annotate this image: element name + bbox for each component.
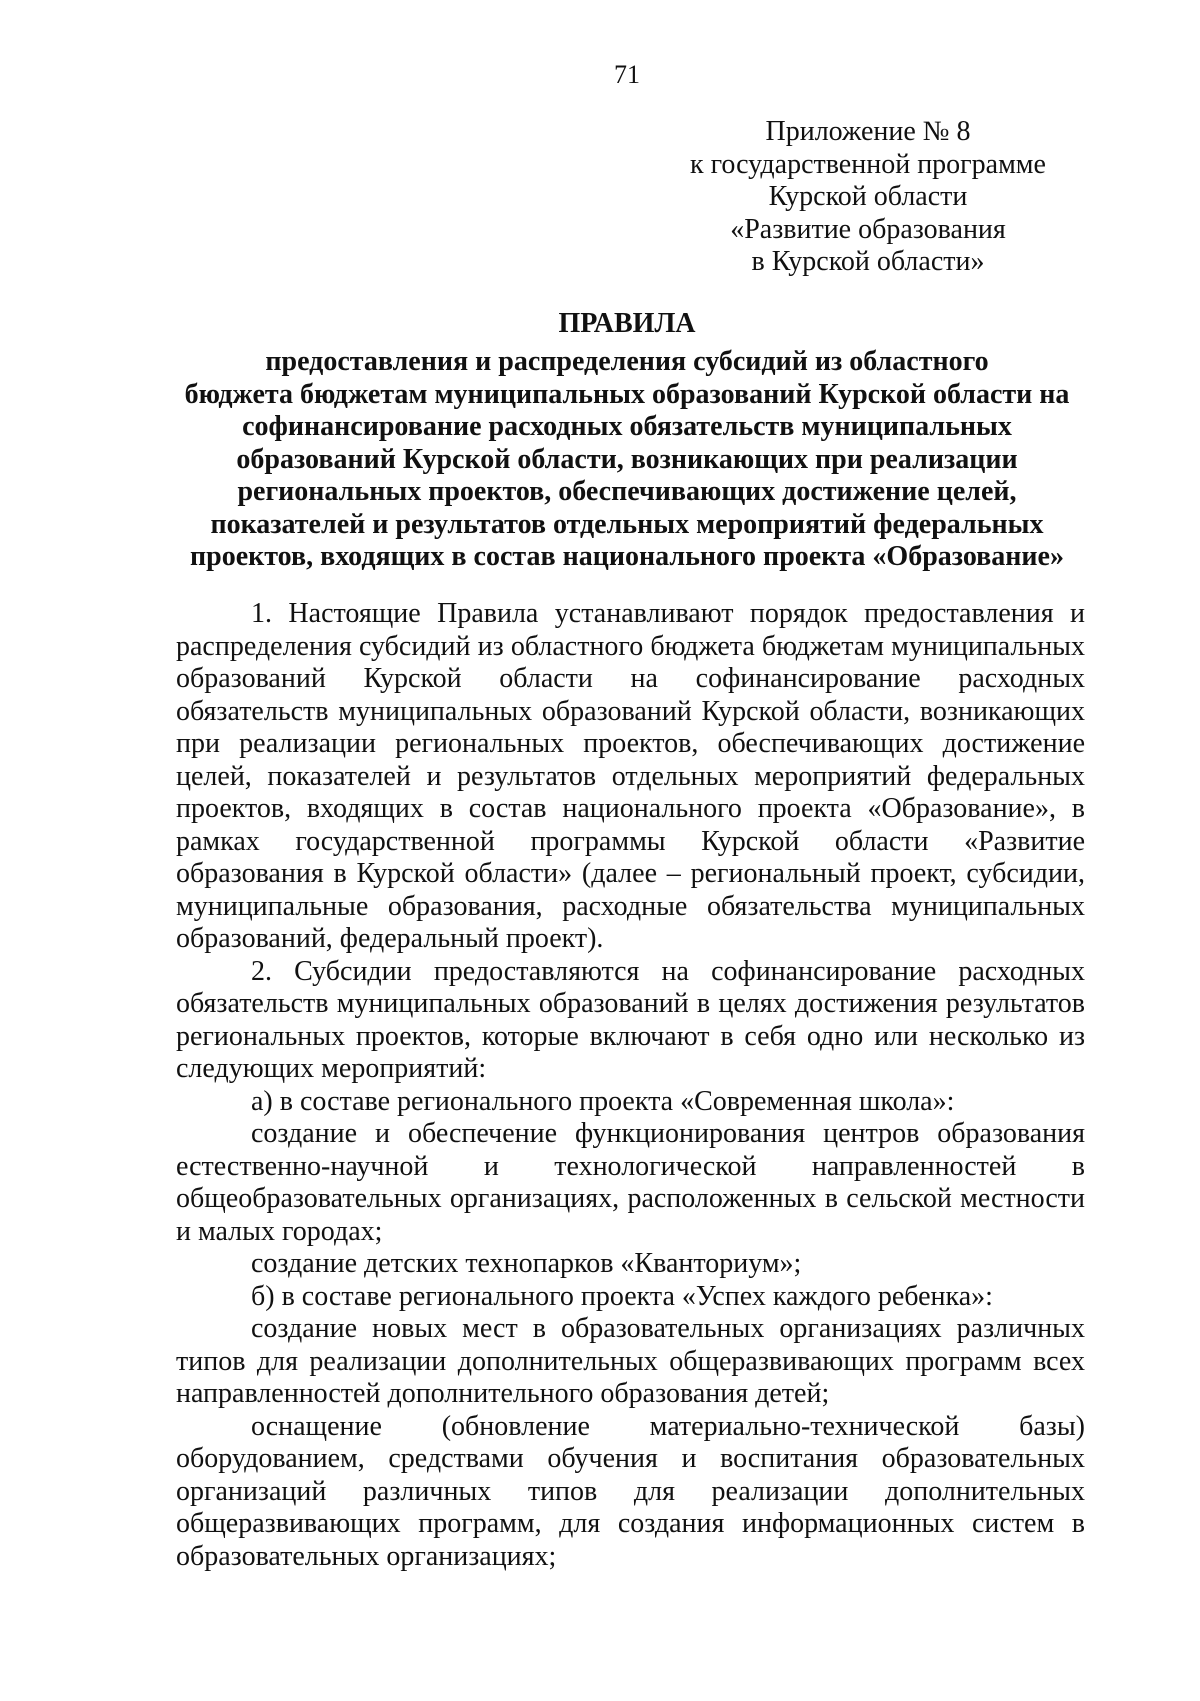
page-number: 71 (614, 60, 640, 89)
title-line: предоставления и распределения субсидий из областного (265, 346, 989, 377)
paragraph-2a-item: создание и обеспечение функционирования центров образования естественно-научной и технологической направленностей в общеобразовательных организациях, расположенных в сельской местности и малых городах; (176, 1118, 1085, 1247)
paragraph-2a-item: создание детских технопарков «Кванториум»; (251, 1248, 802, 1279)
appendix-line: Курской области (768, 181, 968, 212)
title-line: образований Курской области, возникающих при реализации (236, 443, 1018, 475)
paragraph-2b-item: оснащение (обновление материально-технической базы) оборудованием, средствами обучения и воспитания образовательных организаций различных типов для реализации дополнительных общеразвивающих программ, для создания информационных систем в образовательных организациях; (176, 1410, 1085, 1572)
title-line: региональных проектов, обеспечивающих достижение целей, (237, 476, 1017, 507)
title-line: показателей и результатов отдельных мероприятий федеральных (210, 508, 1044, 540)
paragraph-2b: б) в составе регионального проекта «Успех каждого ребенка»: (251, 1280, 993, 1312)
title-subtitle (170, 346, 1084, 574)
paragraph-2a: а) в составе регионального проекта «Современная школа»: (251, 1085, 955, 1117)
document-title (170, 308, 1084, 574)
paragraph-2b-item: создание новых мест в образовательных организациях различных типов для реализации дополнительных общеразвивающих программ всех направленностей дополнительного образования детей; (176, 1313, 1085, 1409)
appendix-line: к государственной программе (690, 148, 1046, 180)
title-line: софинансирование расходных обязательств муниципальных (242, 411, 1012, 442)
title-main: ПРАВИЛА (558, 308, 696, 339)
paragraph-1: 1. Настоящие Правила устанавливают порядок предоставления и распределения субсидий из областного бюджета бюджетам муниципальных образований Курской области на софинансирование расходных обязательств муниципальных образований Курской области, возникающих при реализации региональных проектов, обеспечивающих достижение целей, показателей и результатов отдельных мероприятий федеральных проектов, входящих в состав национального проекта «Образование», в рамках государственной программы Курской области «Развитие образования в Курской области» (далее – региональный проект, субсидии, муниципальные образования, расходные обязательства муниципальных образований, федеральный проект). (176, 598, 1085, 954)
appendix-line: в Курской области» (751, 246, 985, 277)
paragraph-2: 2. Субсидии предоставляются на софинансирование расходных обязательств муниципальных образований в целях достижения результатов региональных проектов, которые включают в себя одно или несколько из следующих мероприятий: (176, 955, 1085, 1084)
title-line: бюджета бюджетам муниципальных образований Курской области на (184, 378, 1070, 410)
document-body (176, 598, 1085, 1573)
appendix-line: «Развитие образования (730, 213, 1006, 245)
appendix-header (658, 116, 1078, 279)
appendix-line: Приложение № 8 (765, 116, 971, 147)
title-line: проектов, входящих в состав национального проекта «Образование» (190, 541, 1064, 572)
